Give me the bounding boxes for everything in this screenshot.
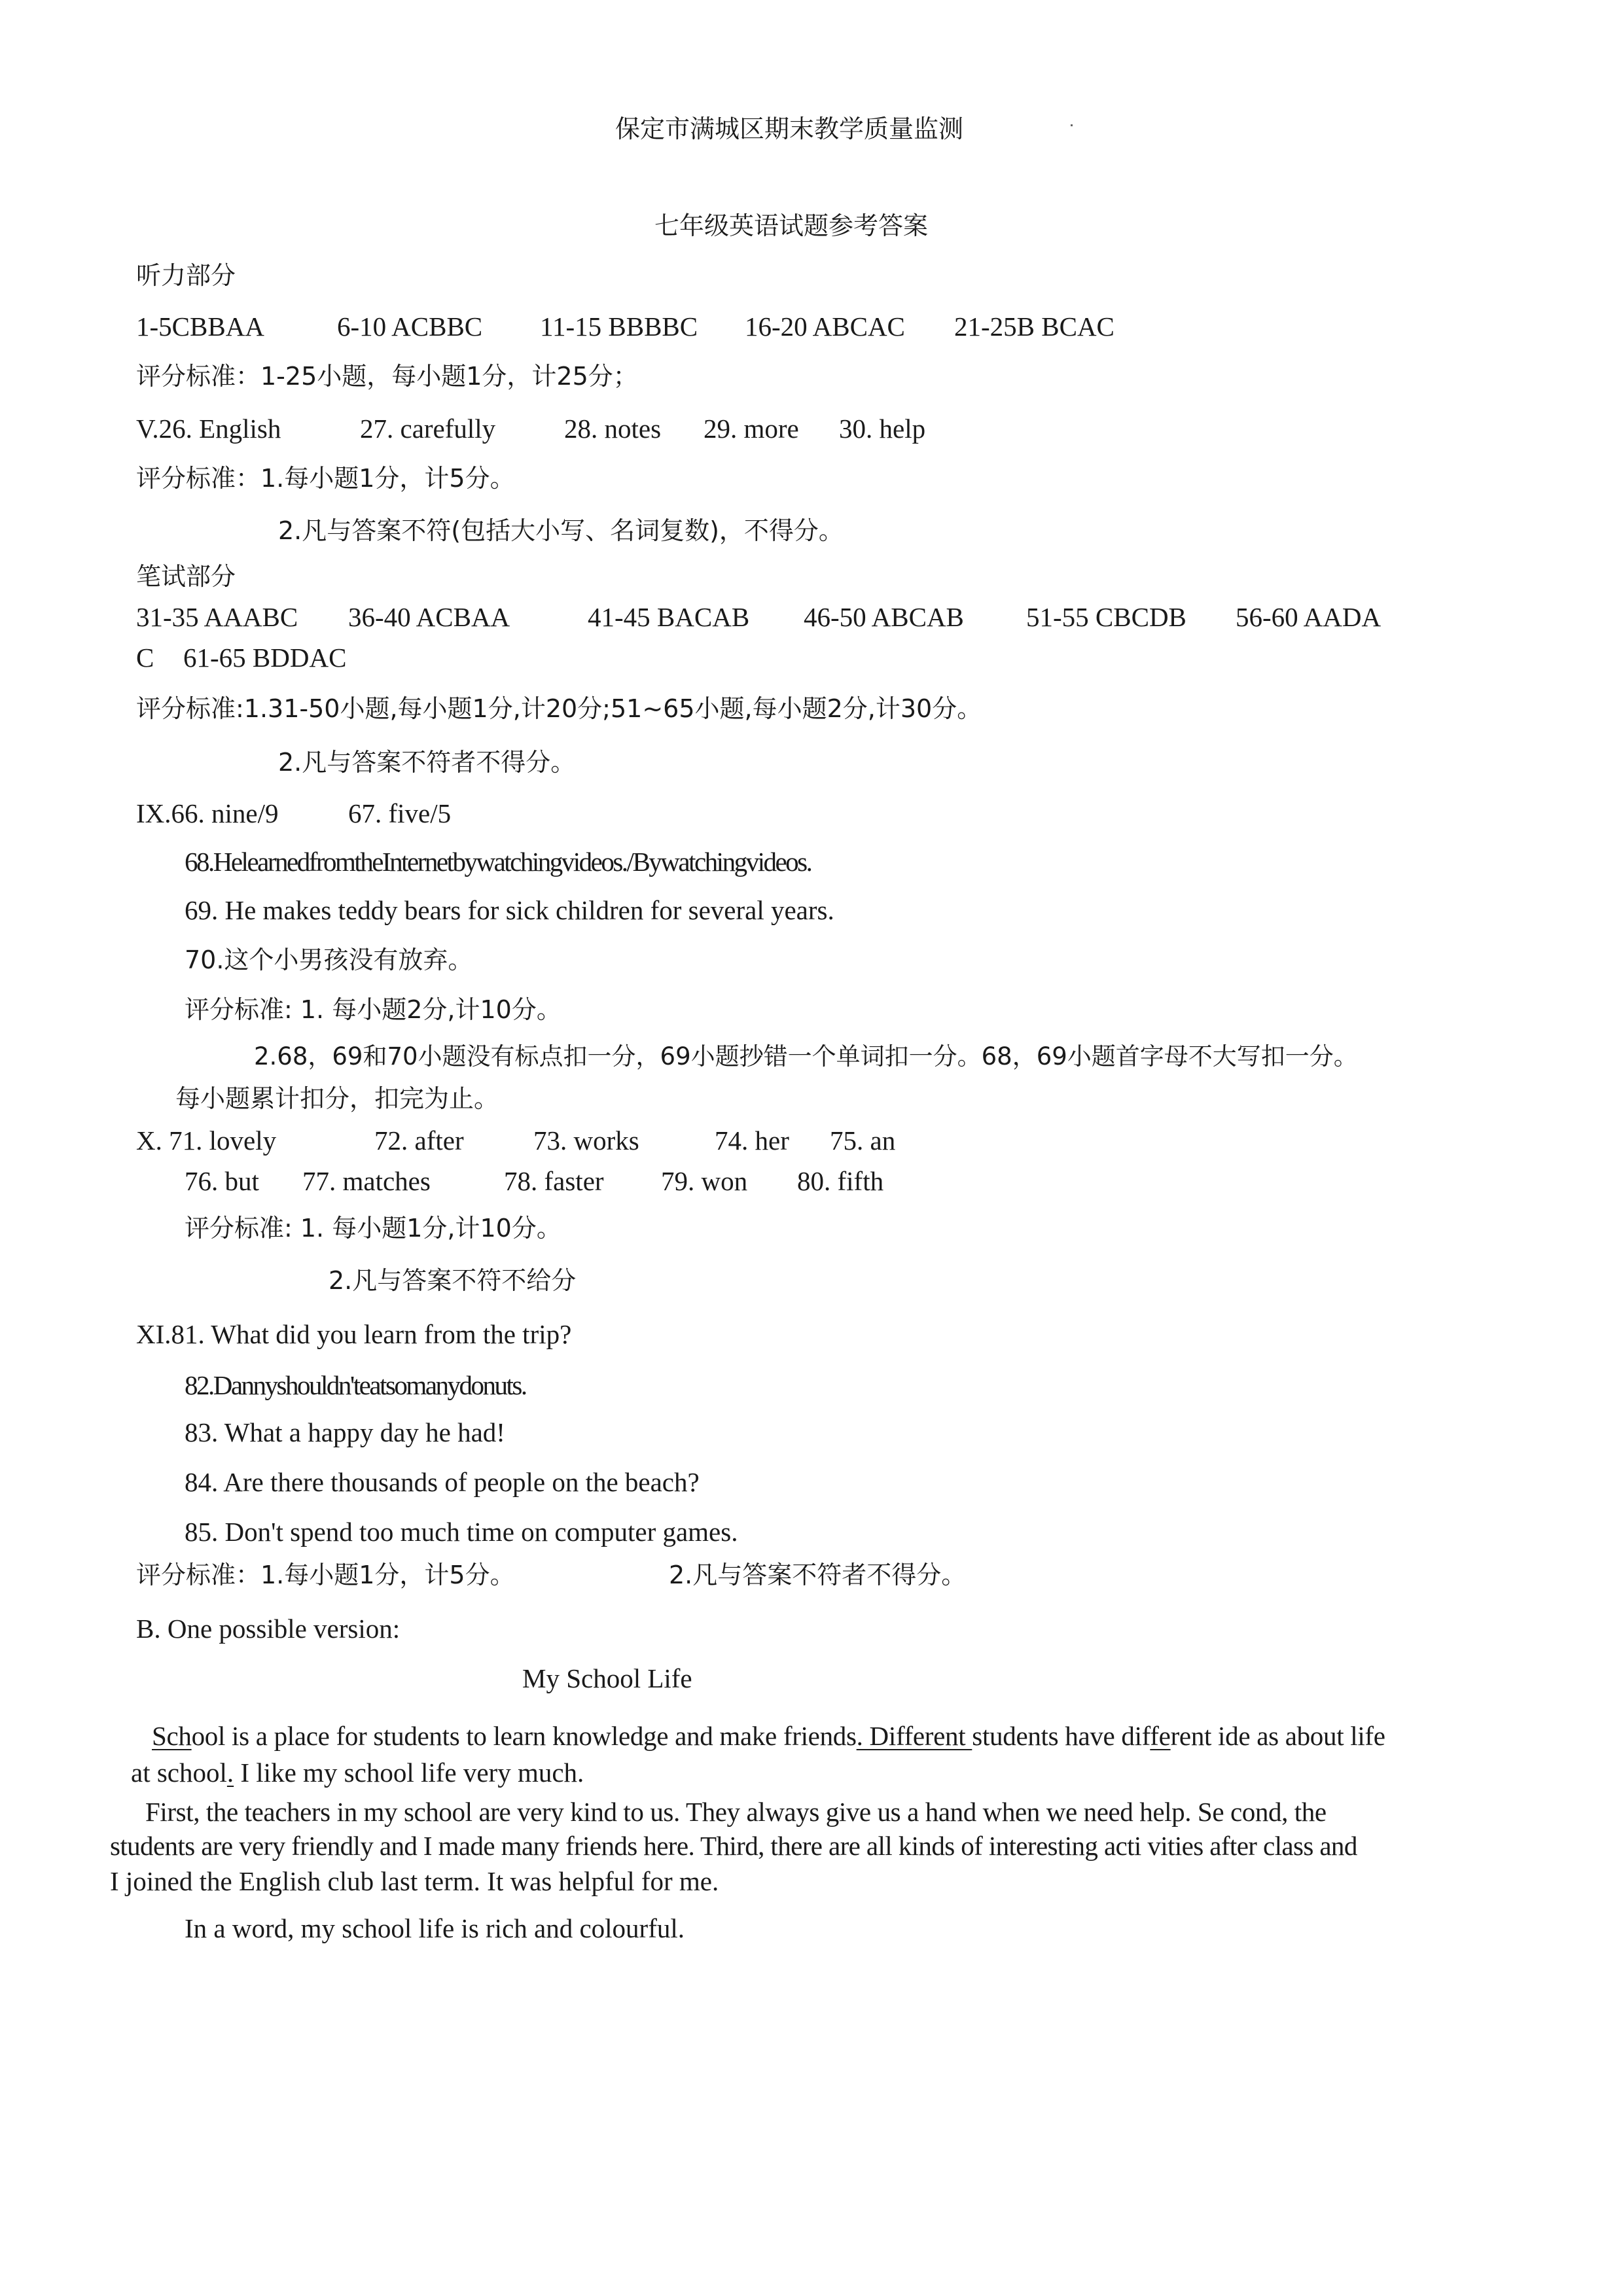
answer-67: 67. five/5 [348, 798, 452, 828]
essay-text: fe [1150, 1721, 1171, 1751]
document-subtitle: 七年级英语试题参考答案 [654, 211, 929, 240]
criteria-71-80-b: 2.凡与答案不符不给分 [329, 1266, 577, 1295]
criteria-31-65-b: 2.凡与答案不符者不得分。 [278, 748, 576, 777]
essay-text: at school [131, 1757, 227, 1788]
essay-text: Sch [152, 1721, 192, 1751]
essay-paragraph-3: In a word, my school life is rich and colourful. [185, 1913, 685, 1943]
answer-76: 76. but [185, 1166, 259, 1196]
answer-75: 75. an [830, 1125, 896, 1156]
answer-27: 27. carefully [360, 414, 496, 444]
answer-77: 77. matches [302, 1166, 431, 1196]
essay-intro: B. One possible version: [136, 1614, 401, 1644]
answer-74: 74. her [715, 1125, 789, 1156]
answer-82: 82.Dannyshouldn'teatsomanydonuts. [185, 1370, 526, 1400]
document-title: 保定市满城区期末教学质量监测 [615, 115, 964, 143]
answer-78: 78. faster [504, 1166, 604, 1196]
answer-56-60-cont: C [136, 643, 154, 673]
answer-21-25: 21-25B BCAC [954, 311, 1115, 342]
answer-69: 69. He makes teddy bears for sick children for several years. [185, 895, 834, 925]
answer-46-50: 46-50 ABCAB [804, 602, 964, 632]
answer-70: 70.这个小男孩没有放弃。 [185, 945, 473, 974]
criteria-71-80-a: 评分标准: 1. 每小题1分,计10分。 [185, 1214, 562, 1243]
answer-28: 28. notes [564, 414, 662, 444]
essay-text: students have dif [972, 1721, 1150, 1751]
answer-72: 72. after [374, 1125, 464, 1156]
criteria-81-85-b: 2.凡与答案不符者不得分。 [669, 1561, 967, 1589]
criteria-31-65-a: 评分标准:1.31-50小题,每小题1分,计20分;51~65小题,每小题2分,计30分。 [136, 694, 982, 723]
criteria-66-70-a: 评分标准: 1. 每小题2分,计10分。 [185, 995, 562, 1024]
answer-81: XI.81. What did you learn from the trip? [136, 1319, 572, 1349]
answer-56-60: 56-60 AADA [1236, 602, 1382, 632]
answer-51-55: 51-55 CBCDB [1026, 602, 1186, 632]
answer-26: V.26. English [136, 414, 281, 444]
answer-16-20: 16-20 ABCAC [745, 311, 905, 342]
criteria-26-30-b: 2.凡与答案不符(包括大小写、名词复数)，不得分。 [278, 516, 844, 545]
criteria-26-30-a: 评分标准：1.每小题1分，计5分。 [136, 464, 515, 493]
criteria-66-70-b: 2.68，69和70小题没有标点扣一分，69小题抄错一个单词扣一分。68，69小题首字母不大写扣一分。 [254, 1042, 1358, 1070]
essay-title: My School Life [522, 1663, 692, 1693]
criteria-1-25: 评分标准：1-25小题，每小题1分，计25分； [136, 362, 638, 391]
answer-68: 68.HelearnedfromtheInternetbywatchingvideos./Bywatchingvideos. [185, 847, 812, 877]
answer-66: IX.66. nine/9 [136, 798, 279, 828]
answer-61-65: 61-65 BDDAC [183, 643, 347, 673]
answer-83: 83. What a happy day he had! [185, 1417, 505, 1447]
answer-85: 85. Don't spend too much time on computer games. [185, 1517, 738, 1547]
answer-31-35: 31-35 AAABC [136, 602, 298, 632]
answer-80: 80. fifth [797, 1166, 884, 1196]
essay-paragraph-2-line-2: students are very friendly and I made many friends here. Third, there are all kinds of interesting acti vities after class and [110, 1831, 1357, 1861]
written-heading: 笔试部分 [136, 562, 236, 591]
answer-73: 73. works [533, 1125, 639, 1156]
essay-paragraph-2-line-1: First, the teachers in my school are very kind to us. They always give us a hand when we need help. Se cond, the [145, 1797, 1327, 1827]
essay-paragraph-1-line-2 [131, 1756, 584, 1789]
answer-79: 79. won [661, 1166, 748, 1196]
answer-84: 84. Are there thousands of people on the beach? [185, 1467, 700, 1497]
criteria-81-85-a: 评分标准：1.每小题1分，计5分。 [136, 1561, 515, 1589]
essay-text: rent ide as about life [1170, 1721, 1385, 1751]
criteria-66-70-c: 每小题累计扣分，扣完为止。 [175, 1084, 499, 1113]
essay-paragraph-1-line-1 [152, 1720, 1385, 1752]
answer-6-10: 6-10 ACBBC [337, 311, 483, 342]
essay-text: ool is a place for students to learn knowledge and make friends [191, 1721, 857, 1751]
essay-text: . Different [856, 1721, 972, 1751]
answer-30: 30. help [839, 414, 926, 444]
essay-text: . [226, 1757, 234, 1788]
essay-paragraph-2-line-3: I joined the English club last term. It was helpful for me. [110, 1866, 719, 1896]
answer-41-45: 41-45 BACAB [588, 602, 750, 632]
scan-dot [1071, 124, 1073, 126]
answer-36-40: 36-40 ACBAA [348, 602, 510, 632]
essay-text: I like my school life very much. [234, 1757, 584, 1788]
answer-1-5: 1-5CBBAA [136, 311, 264, 342]
listening-heading: 听力部分 [136, 261, 236, 290]
answer-11-15: 11-15 BBBBC [540, 311, 698, 342]
answer-29: 29. more [704, 414, 799, 444]
answer-71: X. 71. lovely [136, 1125, 277, 1156]
